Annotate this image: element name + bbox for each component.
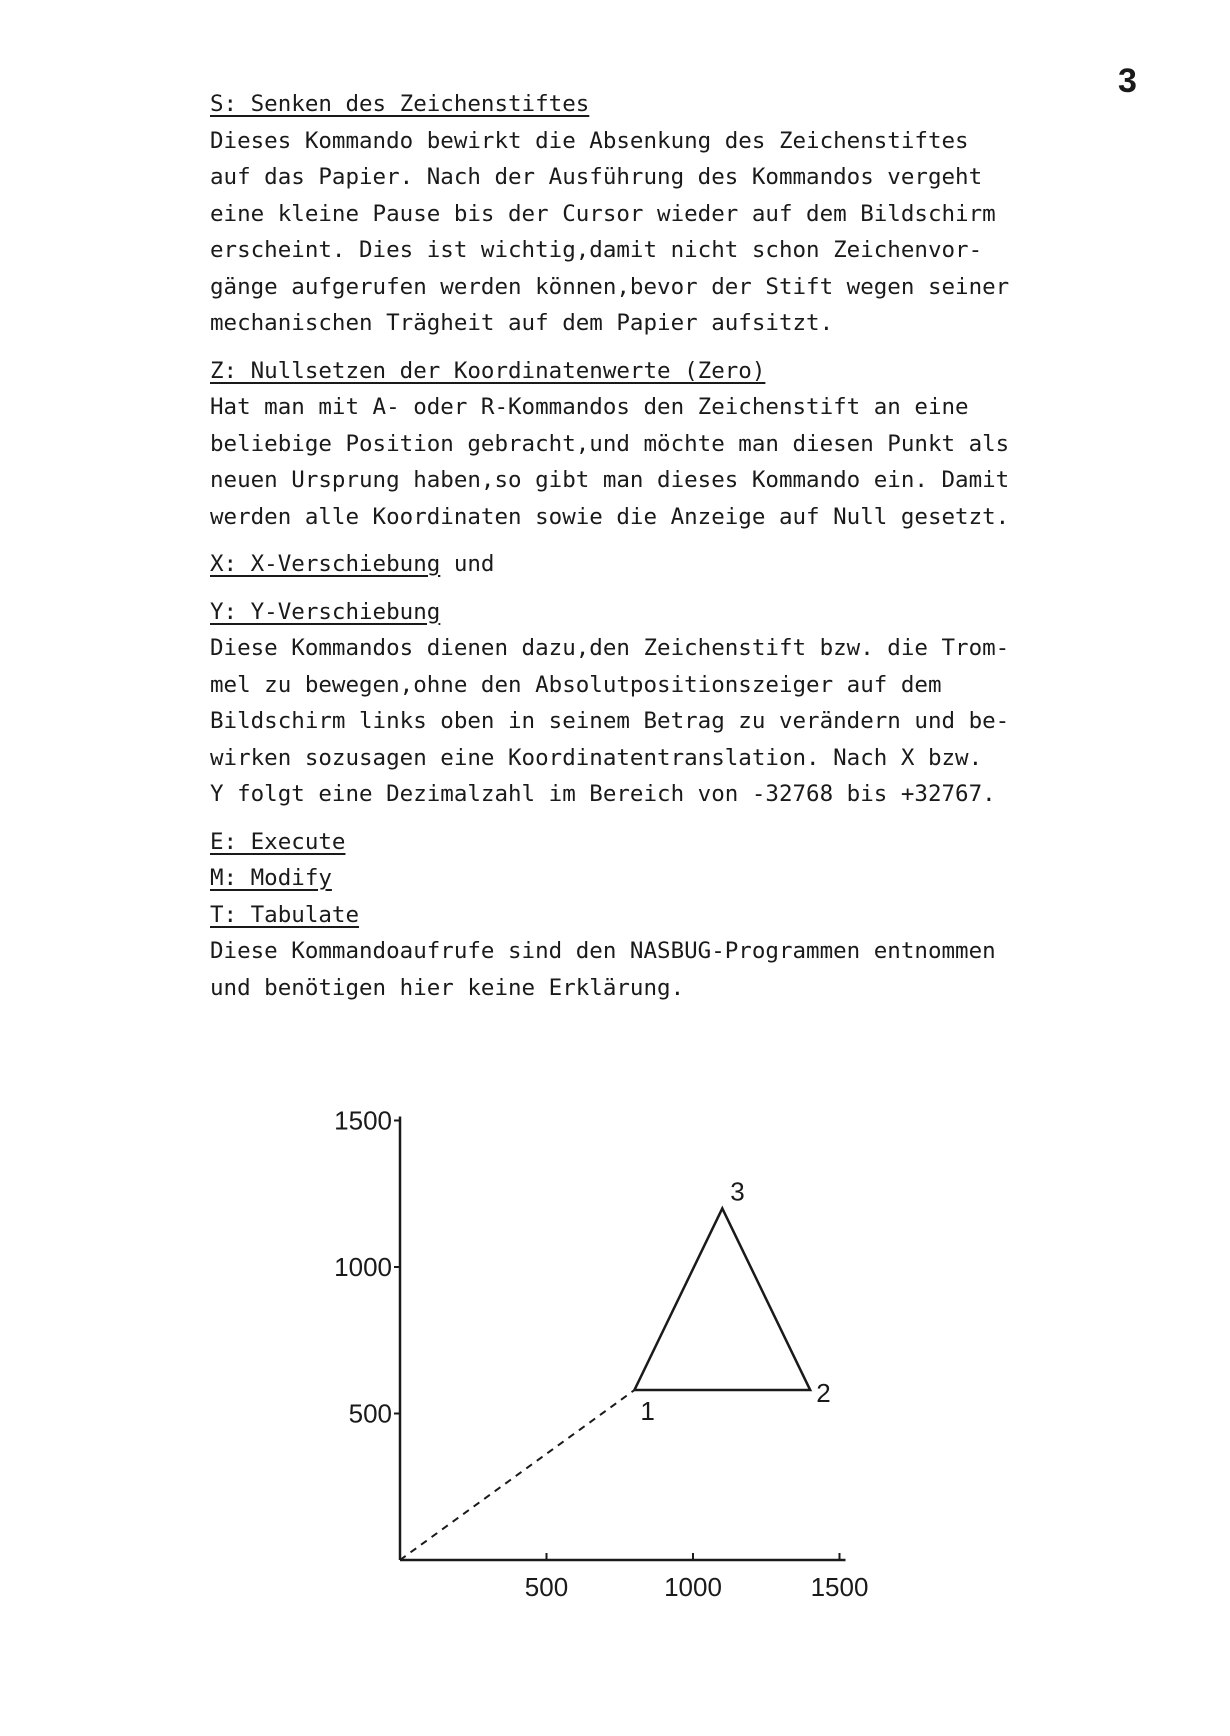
section-emt: [210, 824, 1130, 1007]
text-line: auf das Papier. Nach der Ausführung des Kommandos vergeht: [210, 164, 983, 190]
y-tick-label: 500: [348, 1398, 392, 1429]
point-label: 1: [640, 1396, 655, 1427]
section-heading: Y: Y-Verschiebung: [210, 598, 441, 625]
coordinate-plot: [300, 1080, 920, 1610]
y-tick-label: 1500: [334, 1105, 392, 1136]
section-heading: E: Execute: [210, 828, 346, 855]
point-label: 3: [730, 1176, 745, 1207]
text-line: Bildschirm links oben in seinem Betrag zu verändern und be-: [210, 708, 1010, 734]
section-y: [210, 594, 1130, 813]
text-line: gänge aufgerufen werden können,bevor der Stift wegen seiner: [210, 273, 1010, 300]
text-line: werden alle Koordinaten sowie die Anzeige auf Null gesetzt.: [210, 503, 1010, 530]
text-line: eine kleine Pause bis der Cursor wieder auf dem Bildschirm: [210, 200, 996, 227]
x-tick-label: 1000: [664, 1572, 722, 1602]
text-line: neuen Ursprung haben,so gibt man dieses Kommando ein. Damit: [210, 467, 1010, 493]
x-tick-label: 1500: [810, 1572, 869, 1602]
text-line: erscheint. Dies ist wichtig,damit nicht schon Zeichenvor-: [210, 237, 983, 263]
text-line: und benötigen hier keine Erklärung.: [210, 974, 685, 1001]
heading-suffix: und: [440, 551, 495, 577]
section-s: [210, 86, 1130, 342]
text-line: wirken sozusagen eine Koordinatentranslation. Nach X bzw.: [210, 744, 983, 771]
section-heading-row: [210, 546, 1130, 583]
point-label: 2: [816, 1378, 831, 1409]
section-heading: X: X-Verschiebung: [210, 551, 441, 577]
text-line: Hat man mit A- oder R-Kommandos den Zeichenstift an eine: [210, 394, 969, 420]
text-line: Diese Kommandoaufrufe sind den NASBUG-Programmen entnommen: [210, 938, 996, 964]
section-z: [210, 353, 1130, 536]
text-line: Y folgt eine Dezimalzahl im Bereich von -32768 bis +32767.: [210, 781, 996, 807]
page-number: 3: [1118, 62, 1137, 100]
dashed-origin-line: [400, 1390, 634, 1560]
section-heading: S: Senken des Zeichenstiftes: [210, 91, 590, 117]
text-line: beliebige Position gebracht,und möchte man diesen Punkt als: [210, 430, 1010, 457]
coordinate-figure: [300, 1080, 920, 1614]
text-line: Dieses Kommando bewirkt die Absenkung des Zeichenstiftes: [210, 127, 969, 154]
section-heading: Z: Nullsetzen der Koordinatenwerte (Zero): [210, 357, 766, 384]
document-body: [210, 86, 1130, 1017]
text-line: mechanischen Trägheit auf dem Papier aufsitzt.: [210, 310, 834, 336]
section-x: [210, 546, 1130, 583]
section-heading: M: Modify: [210, 865, 332, 891]
triangle-path: [634, 1208, 810, 1390]
section-heading: T: Tabulate: [210, 901, 360, 928]
text-line: mel zu bewegen,ohne den Absolutpositionszeiger auf dem: [210, 671, 942, 698]
x-tick-label: 500: [524, 1572, 569, 1602]
text-line: Diese Kommandos dienen dazu,den Zeichenstift bzw. die Trom-: [210, 635, 1010, 661]
y-tick-label: 1000: [334, 1252, 392, 1282]
